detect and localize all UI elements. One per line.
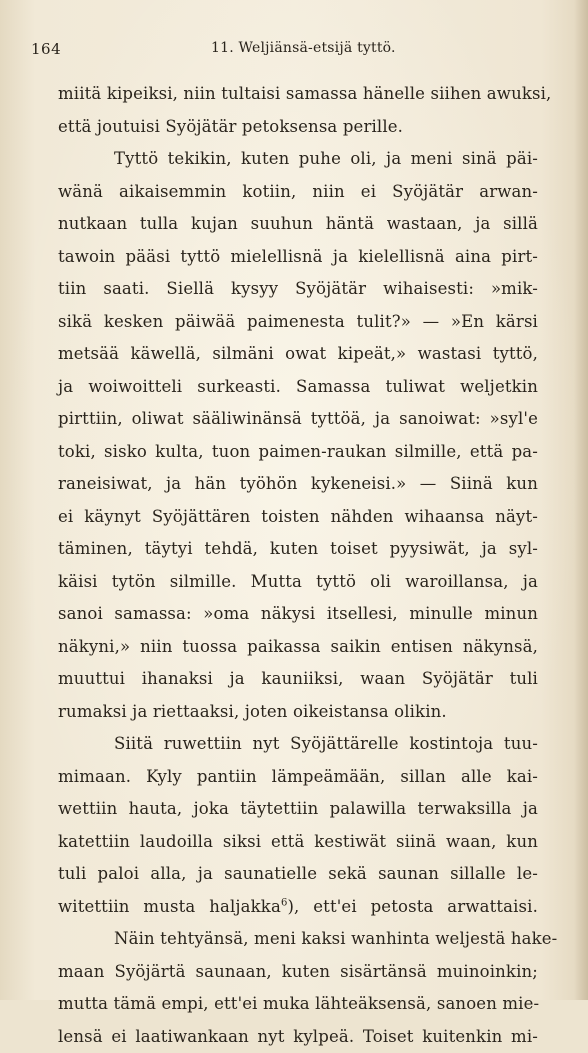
body-text <box>58 78 538 1053</box>
text-line: toki, sisko kulta, tuon paimen-raukan silmille, että pa- <box>58 436 538 469</box>
text-line: miitä kipeiksi, niin tultaisi samassa hänelle siihen awuksi, <box>58 78 538 111</box>
text-line: näkyni,» niin tuossa paikassa saikin entisen näkynsä, <box>58 631 538 664</box>
footnote-marker: 6 <box>281 897 288 908</box>
page-edge-shadow <box>574 0 588 1000</box>
text-line: wänä aikaisemmin kotiin, niin ei Syöjätär arwan- <box>58 176 538 209</box>
text-line: pirttiin, oliwat sääliwinänsä tyttöä, ja sanoiwat: »syl'e <box>58 403 538 436</box>
text-line: ei käynyt Syöjättären toisten nähden wihaansa näyt- <box>58 501 538 534</box>
text-line: metsää käwellä, silmäni owat kipeät,» wastasi tyttö, <box>58 338 538 371</box>
text-line: maan Syöjärtä saunaan, kuten sisärtänsä muinoinkin; <box>58 956 538 989</box>
running-head: 11. Weljiänsä-etsijä tyttö. <box>211 40 396 56</box>
text-line: nutkaan tulla kujan suuhun häntä wastaan, ja sillä <box>58 208 538 241</box>
text-line: käisi tytön silmille. Mutta tyttö oli waroillansa, ja <box>58 566 538 599</box>
text-line: lensä ei laatiwankaan nyt kylpeä. Toiset kuitenkin mi- <box>58 1021 538 1053</box>
text-segment: ), ett'ei petosta arwattaisi. <box>287 897 538 916</box>
page-header <box>31 40 541 64</box>
text-line: rumaksi ja riettaaksi, joten oikeistansa olikin. <box>58 696 538 729</box>
text-line: raneisiwat, ja hän työhön kykeneisi.» — Siinä kun <box>58 468 538 501</box>
text-line: katettiin laudoilla siksi että kestiwät siinä waan, kun <box>58 826 538 859</box>
text-line: tiin saati. Siellä kysyy Syöjätär wihaisesti: »mik- <box>58 273 538 306</box>
text-line: muuttui ihanaksi ja kauniiksi, waan Syöjätär tuli <box>58 663 538 696</box>
text-line: ja woiwoitteli surkeasti. Samassa tuliwat weljetkin <box>58 371 538 404</box>
text-line: täminen, täytyi tehdä, kuten toiset pyysiwät, ja syl- <box>58 533 538 566</box>
text-line: tawoin pääsi tyttö mielellisnä ja kielellisnä aina pirt- <box>58 241 538 274</box>
text-segment: witettiin musta haljakka <box>58 897 281 916</box>
text-line: mimaan. Kyly pantiin lämpeämään, sillan alle kai- <box>58 761 538 794</box>
text-line: mutta tämä empi, ett'ei muka lähteäksensä, sanoen mie- <box>58 988 538 1021</box>
text-line-with-footnote <box>58 891 538 924</box>
text-line: wettiin hauta, joka täytettiin palawilla terwaksilla ja <box>58 793 538 826</box>
text-line: Näin tehtyänsä, meni kaksi wanhinta weljestä hake- <box>58 923 538 956</box>
text-line: Tyttö tekikin, kuten puhe oli, ja meni sinä päi- <box>58 143 538 176</box>
text-line: tuli paloi alla, ja saunatielle sekä saunan sillalle le- <box>58 858 538 891</box>
page-number: 164 <box>31 40 61 58</box>
text-line: sanoi samassa: »oma näkysi itsellesi, minulle minun <box>58 598 538 631</box>
text-line: että joutuisi Syöjätär petoksensa perille. <box>58 111 538 144</box>
text-line: sikä kesken päiwää paimenesta tulit?» — »En kärsi <box>58 306 538 339</box>
text-line: Siitä ruwettiin nyt Syöjättärelle kostintoja tuu- <box>58 728 538 761</box>
